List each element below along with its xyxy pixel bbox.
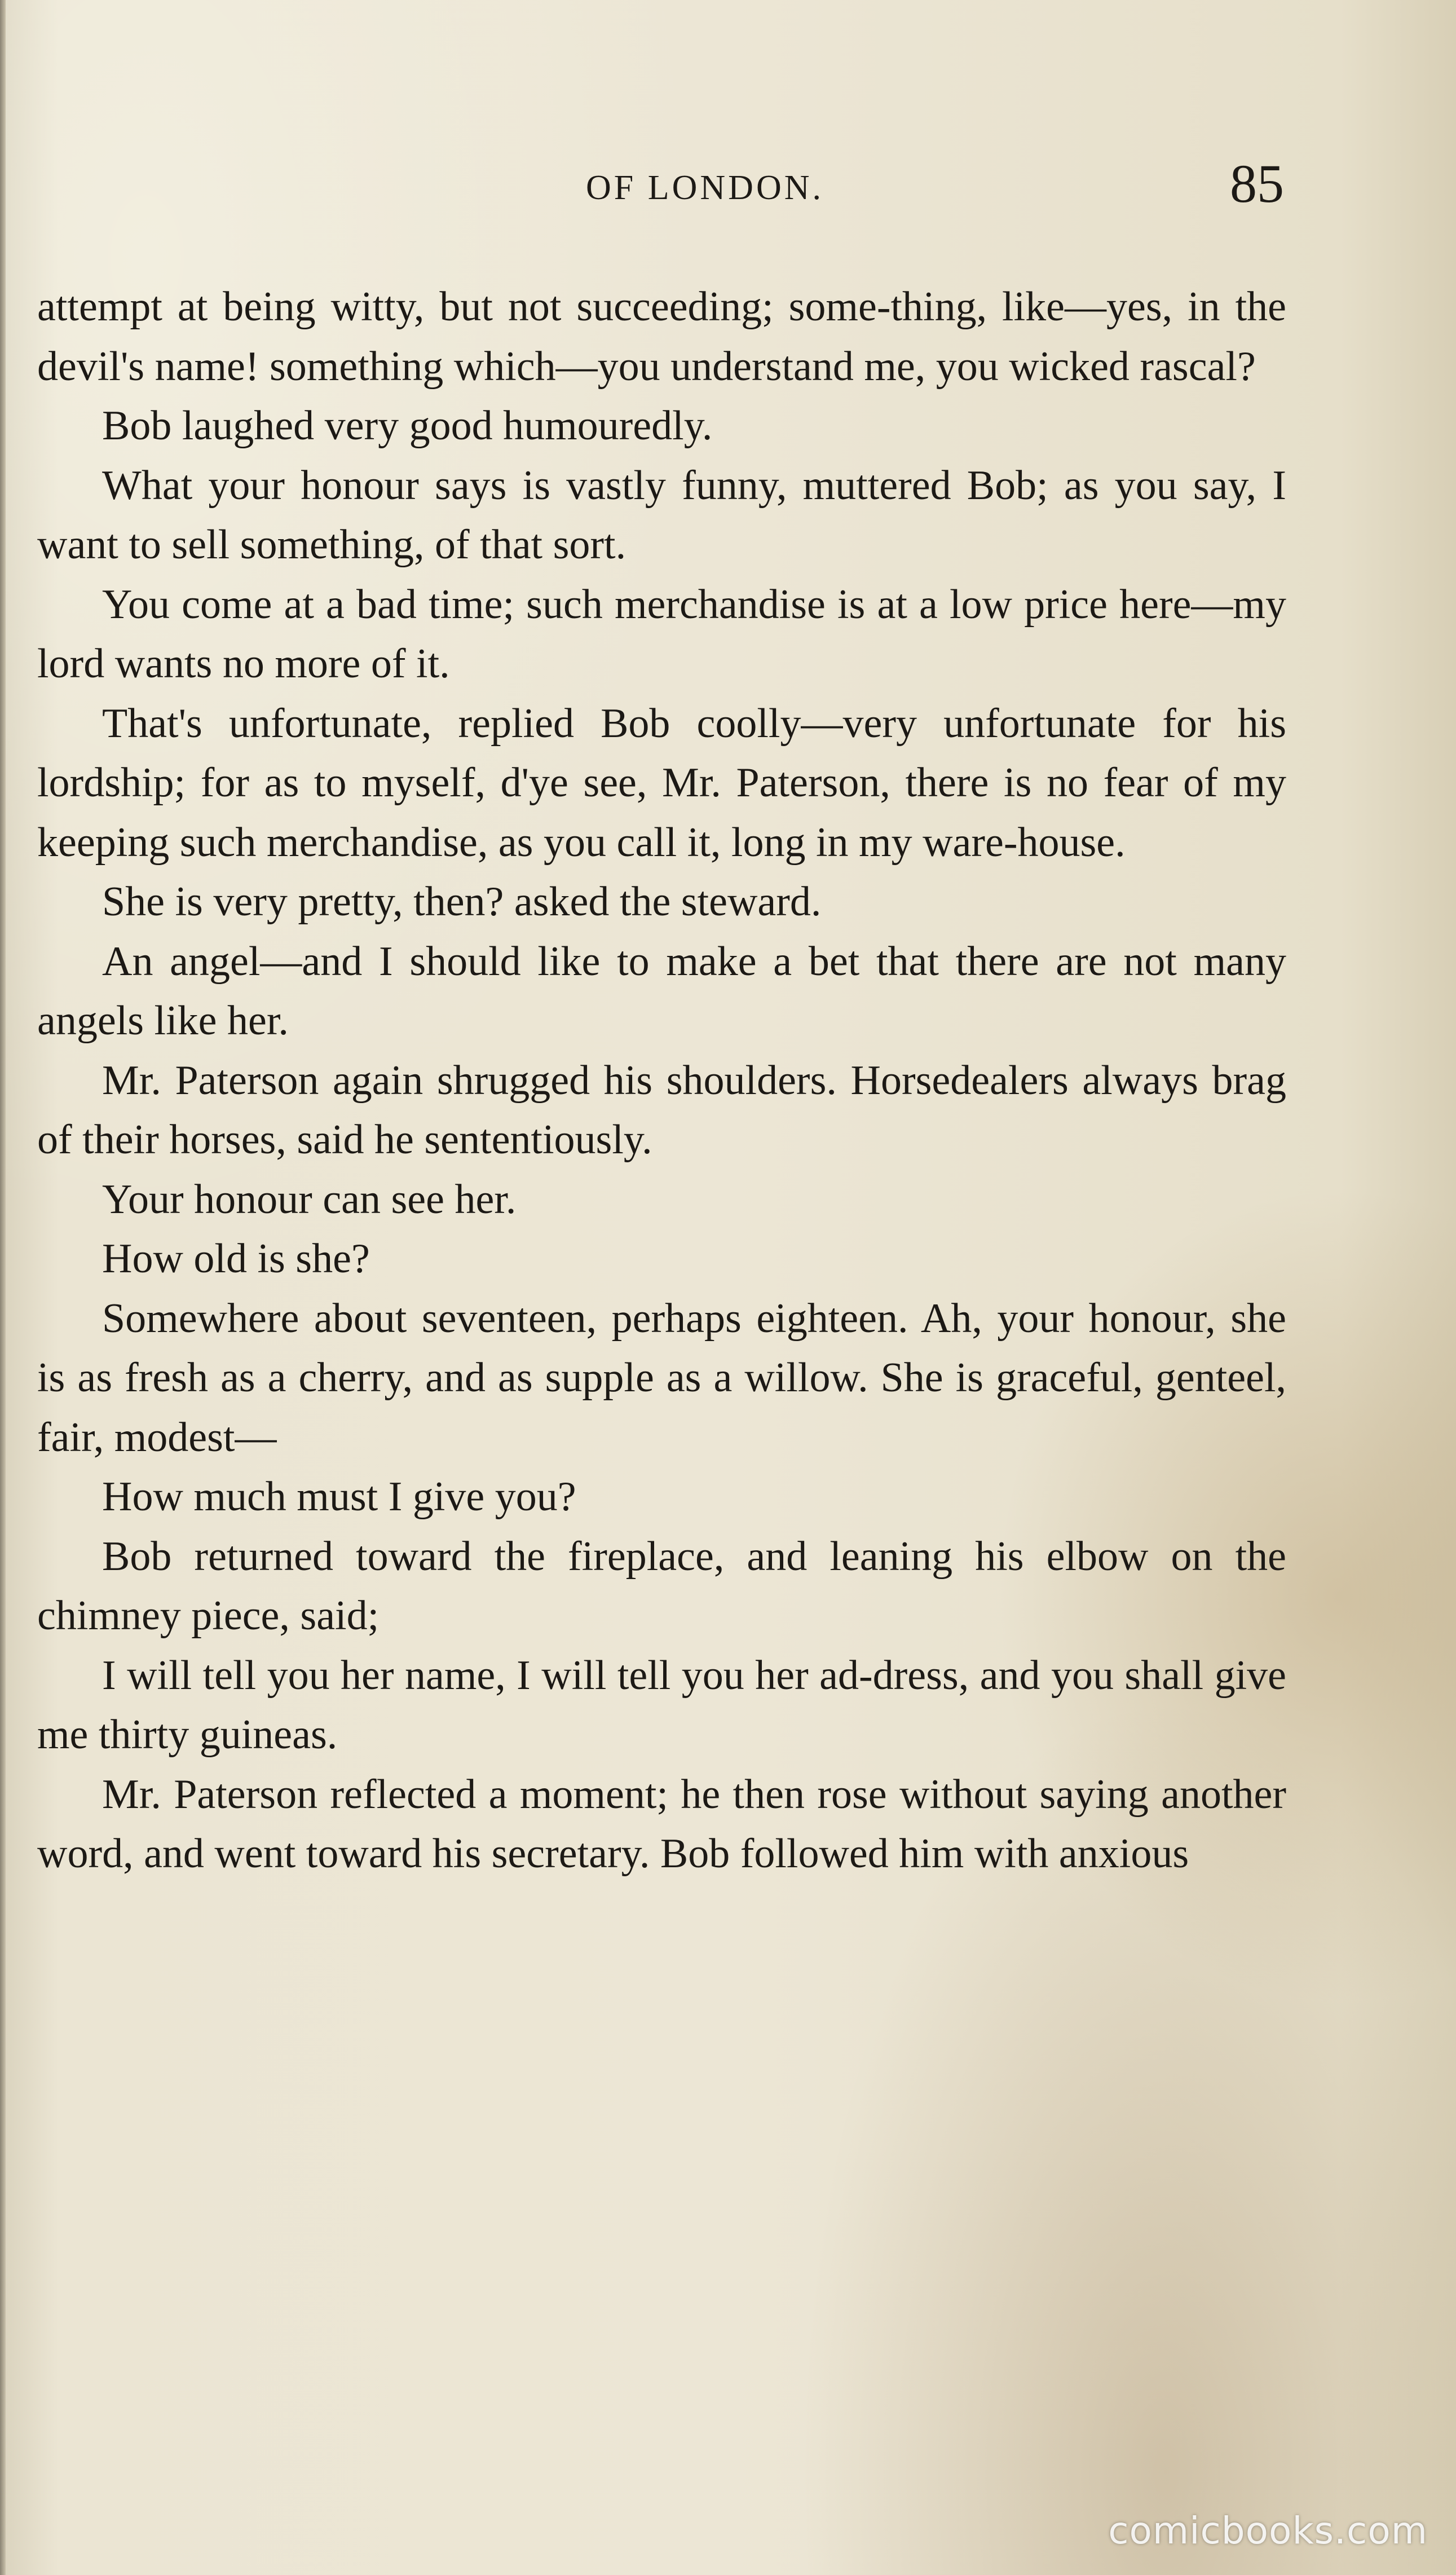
- paragraph: Somewhere about seventeen, perhaps eighteen. Ah, your honour, she is as fresh as a cherry, and as supple as a willow. She is graceful, genteel, fair, modest—: [37, 1295, 1286, 1461]
- paragraph: You come at a bad time; such merchandise is at a low price here—my lord wants no more of it.: [37, 581, 1286, 687]
- running-head: OF LONDON.: [586, 169, 824, 207]
- paragraph: That's unfortunate, replied Bob coolly—very unfortunate for his lordship; for as to myself, d'ye see, Mr. Paterson, there is no fear of my keeping such merchandise, as you call it, long in my ware-house.: [37, 700, 1286, 866]
- page-number: 85: [1230, 153, 1284, 214]
- page-header: [0, 152, 1456, 220]
- paragraph: How old is she?: [102, 1236, 370, 1282]
- page-edge: [0, 0, 6, 2575]
- paragraph: Your honour can see her.: [102, 1176, 517, 1223]
- paragraph: Bob returned toward the fireplace, and leaning his elbow on the chimney piece, said;: [37, 1533, 1286, 1639]
- paragraph: Mr. Paterson again shrugged his shoulders. Horsedealers always brag of their horses, said he sententiously.: [37, 1057, 1286, 1163]
- body-text: [37, 277, 1286, 1884]
- paragraph: She is very pretty, then? asked the steward.: [102, 879, 822, 925]
- paragraph: Bob laughed very good humouredly.: [102, 403, 713, 449]
- paragraph: How much must I give you?: [102, 1474, 576, 1520]
- site-watermark: comicbooks.com: [1108, 2509, 1428, 2552]
- paragraph: What your honour says is vastly funny, muttered Bob; as you say, I want to sell something, of that sort.: [37, 462, 1286, 568]
- paragraph: attempt at being witty, but not succeeding; some-thing, like—yes, in the devil's name! something which—you understand me, you wicked rascal?: [37, 284, 1286, 390]
- paragraph: I will tell you her name, I will tell you her ad-dress, and you shall give me thirty guineas.: [37, 1652, 1286, 1758]
- paragraph: An angel—and I should like to make a bet that there are not many angels like her.: [37, 938, 1286, 1044]
- paragraph: Mr. Paterson reflected a moment; he then rose without saying another word, and went toward his secretary. Bob followed him with anxious: [37, 1771, 1286, 1877]
